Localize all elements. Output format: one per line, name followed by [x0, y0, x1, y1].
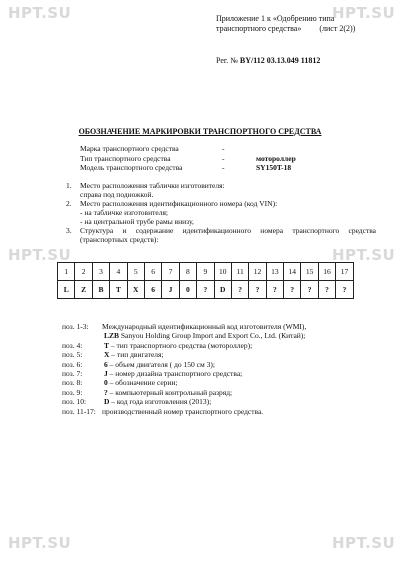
- watermark: HPT.SU: [332, 4, 396, 22]
- vin-code-cell: D: [214, 281, 231, 299]
- list-item: [66, 181, 376, 190]
- vin-position-cell: 14: [284, 263, 301, 281]
- vin-position-cell: 6: [144, 263, 161, 281]
- watermark: HPT.SU: [8, 4, 72, 22]
- watermark: HPT.SU: [8, 534, 72, 552]
- reg-value: BY/112 03.13.049 11812: [239, 56, 321, 65]
- header-line-2: транспортного средства»: [216, 24, 302, 33]
- legend-position: поз. 10:: [62, 397, 87, 407]
- list-number: 3.: [66, 226, 72, 235]
- reg-label: Рег. №: [216, 56, 238, 65]
- legend-position: поз. 8:: [62, 378, 83, 388]
- info-label: Тип транспортного средства: [80, 153, 171, 163]
- vin-position-cell: 5: [127, 263, 144, 281]
- legend-code: ?: [104, 387, 108, 397]
- vin-position-cell: 9: [197, 263, 214, 281]
- list-subitem: справа под подножкой.: [80, 190, 154, 199]
- info-dash: -: [222, 144, 225, 153]
- legend-text: D – код года изготовления (2013);: [104, 397, 212, 407]
- vin-position-cell: 3: [92, 263, 109, 281]
- info-label: Модель транспортного средства: [80, 163, 183, 172]
- list-text: Место расположения таблички изготовителя:: [80, 181, 225, 190]
- legend-code: 0: [104, 378, 108, 388]
- list-item: [66, 226, 376, 244]
- vin-position-cell: 7: [162, 263, 179, 281]
- list-item: [66, 199, 376, 208]
- vin-code-cell: T: [110, 281, 127, 299]
- vin-code-cell: X: [127, 281, 144, 299]
- watermark: HPT.SU: [332, 246, 396, 264]
- vin-code-cell: Z: [75, 281, 92, 299]
- vin-code-row: [58, 281, 354, 299]
- legend-position: поз. 4:: [62, 340, 83, 350]
- sheet-number: (лист 2(2)): [319, 24, 356, 33]
- vin-code-cell: ?: [284, 281, 301, 299]
- registration-number: [216, 56, 320, 65]
- vin-table: [57, 262, 354, 299]
- legend-position: поз. 9:: [62, 387, 83, 397]
- legend-code: T: [104, 340, 110, 350]
- legend-text: T – тип транспортного средства (мотороллер);: [104, 340, 253, 350]
- vin-position-cell: 10: [214, 263, 231, 281]
- info-value: мотороллер: [256, 153, 296, 163]
- info-dash: -: [222, 153, 225, 163]
- info-value: SY150T-18: [256, 163, 292, 172]
- vin-position-cell: 8: [179, 263, 196, 281]
- legend-text: J – номер дизайна транспортного средства;: [104, 368, 243, 378]
- numbered-list: [66, 181, 376, 244]
- vin-position-cell: 17: [336, 263, 353, 281]
- watermark: HPT.SU: [8, 246, 72, 264]
- legend-position: поз. 5:: [62, 350, 83, 360]
- document-header: [216, 14, 355, 34]
- vin-position-cell: 2: [75, 263, 92, 281]
- vin-position-row: [58, 263, 354, 281]
- vin-position-cell: 15: [301, 263, 318, 281]
- legend-code: LZB: [104, 331, 120, 341]
- header-line-1: Приложение 1 к «Одобрению типа: [216, 14, 335, 23]
- legend-text: 6 – объем двигателя ( до 150 см 3);: [104, 359, 215, 369]
- watermark: HPT.SU: [332, 534, 396, 552]
- vin-code-cell: 6: [144, 281, 161, 299]
- legend-text: ? – компьютерный контрольный разряд;: [104, 387, 233, 397]
- vin-position-cell: 13: [266, 263, 283, 281]
- vin-position-cell: 11: [231, 263, 248, 281]
- legend-code: X: [104, 350, 110, 360]
- vin-code-cell: 0: [179, 281, 196, 299]
- page-title: ОБОЗНАЧЕНИЕ МАРКИРОВКИ ТРАНСПОРТНОГО СРЕДСТВА: [78, 127, 322, 136]
- vin-code-cell: ?: [231, 281, 248, 299]
- vin-position-cell: 16: [318, 263, 335, 281]
- vin-code-cell: ?: [301, 281, 318, 299]
- list-subitem: - на табличке изготовителя;: [80, 208, 168, 217]
- info-label: Марка транспортного средства: [80, 144, 179, 153]
- legend-position: поз. 6:: [62, 359, 83, 369]
- legend-text: производственный номер транспортного средства.: [102, 406, 264, 416]
- legend-text: 0 – обозначение серии;: [104, 378, 178, 388]
- legend-code: D: [104, 397, 110, 407]
- vin-code-cell: J: [162, 281, 179, 299]
- legend-text: LZB Sanyou Holding Group Import and Export Co., Ltd. (Китай);: [104, 331, 306, 341]
- legend-position: поз. 1-3:: [62, 322, 89, 331]
- legend-text: X – тип двигателя;: [104, 350, 164, 360]
- vin-code-cell: ?: [318, 281, 335, 299]
- legend-position: поз. 11-17:: [62, 406, 96, 416]
- legend-text: Международный идентификационный код изготовителя (WMI),: [102, 322, 307, 331]
- list-number: 1.: [66, 181, 72, 190]
- vin-code-cell: ?: [197, 281, 214, 299]
- list-subitem: - на центральной трубе рамы внизу,: [80, 217, 194, 226]
- vin-code-cell: ?: [336, 281, 353, 299]
- vin-position-cell: 12: [249, 263, 266, 281]
- vin-code-cell: ?: [266, 281, 283, 299]
- vin-position-cell: 1: [58, 263, 75, 281]
- list-text: Структура и содержание идентификационного номера транспортного средства (транспортных средств):: [80, 226, 376, 244]
- vin-position-cell: 4: [110, 263, 127, 281]
- list-text: Место расположения идентификационного номера (код VIN):: [80, 199, 278, 208]
- legend-position: поз. 7:: [62, 368, 83, 378]
- legend-code: 6: [104, 359, 108, 369]
- list-number: 2.: [66, 199, 72, 208]
- vin-code-cell: ?: [249, 281, 266, 299]
- vin-code-cell: B: [92, 281, 109, 299]
- legend-code: J: [104, 368, 108, 378]
- info-dash: -: [222, 163, 225, 172]
- vin-code-cell: L: [58, 281, 75, 299]
